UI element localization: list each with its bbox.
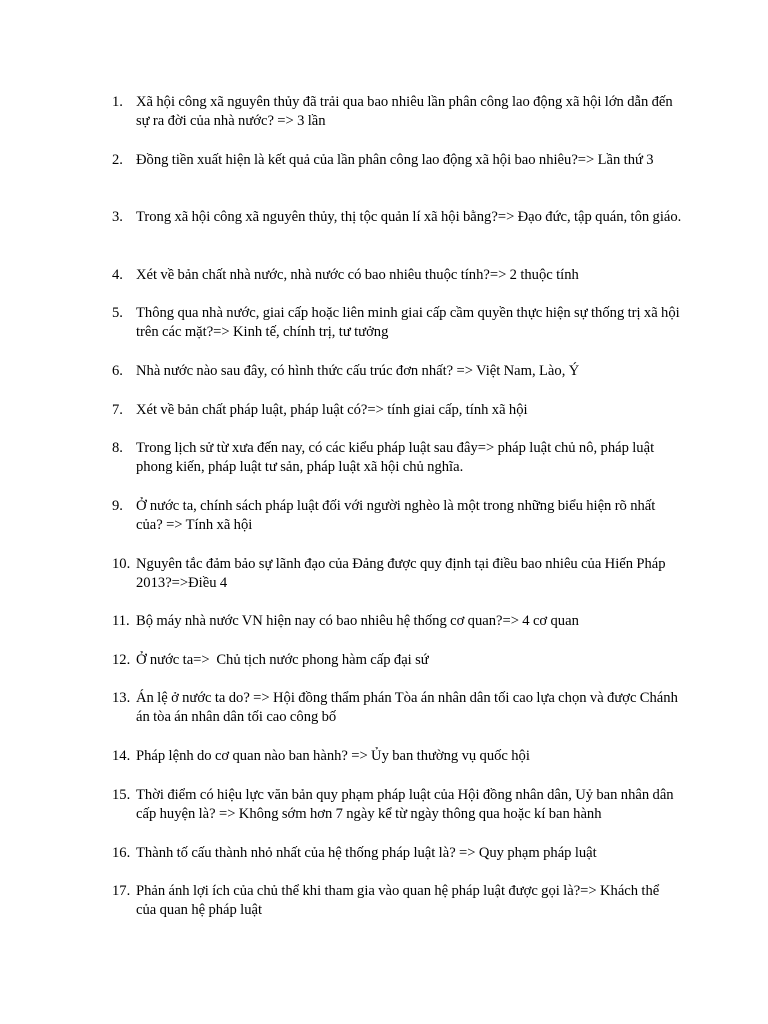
item-text: Xã hội công xã nguyên thủy đã trải qua bao nhiêu lần phân công lao động xã hội lớn dẫn đến sự ra đời của nhà nước? => 3 lần [136,94,673,130]
item-number: 10. [112,556,131,572]
list-item [112,844,682,863]
item-number: 8. [112,440,123,456]
list-item [112,93,682,132]
list-item [112,304,682,343]
item-text: Ở nước ta, chính sách pháp luật đối với người nghèo là một trong những biểu hiện rõ nhất của? => Tính xã hội [136,498,656,534]
list-item [112,401,682,420]
list-item [112,555,682,594]
item-number: 1. [112,94,123,110]
item-number: 15. [112,787,131,803]
list-item [112,651,682,670]
item-number: 3. [112,209,123,225]
list-item [112,747,682,766]
list-item [112,266,682,285]
item-text: Nguyên tắc đảm bảo sự lãnh đạo của Đảng được quy định tại điều bao nhiêu của Hiến Pháp 2013?=>Điều 4 [136,556,666,592]
list-item [112,612,682,631]
item-text: Pháp lệnh do cơ quan nào ban hành? => Ủy ban thường vụ quốc hội [136,748,530,764]
item-number: 6. [112,363,123,379]
item-text: Trong xã hội công xã nguyên thủy, thị tộc quản lí xã hội bằng?=> Đạo đức, tập quán, tôn giáo. [136,209,682,225]
item-number: 2. [112,152,123,168]
list-item [112,689,682,728]
item-text: Đồng tiền xuất hiện là kết quả của lần phân công lao động xã hội bao nhiêu?=> Lần thứ 3 [136,152,654,168]
item-number: 13. [112,690,131,706]
item-number: 4. [112,267,123,283]
item-text: Xét về bản chất nhà nước, nhà nước có bao nhiêu thuộc tính?=> 2 thuộc tính [136,267,579,283]
item-text: Thành tố cấu thành nhỏ nhất của hệ thống pháp luật là? => Quy phạm pháp luật [136,845,597,861]
list-item [112,882,682,921]
item-number: 5. [112,305,123,321]
list-item [112,151,682,170]
item-number: 14. [112,748,131,764]
item-text: Trong lịch sử từ xưa đến nay, có các kiểu pháp luật sau đây=> pháp luật chủ nô, pháp luật phong kiến, pháp luật tư sản, pháp luật xã hội chủ nghĩa. [136,440,655,476]
item-text: Bộ máy nhà nước VN hiện nay có bao nhiêu hệ thống cơ quan?=> 4 cơ quan [136,613,579,629]
item-number: 16. [112,845,131,861]
list-item [112,208,682,227]
item-number: 11. [112,613,130,629]
item-text: Xét về bản chất pháp luật, pháp luật có?=> tính giai cấp, tính xã hội [136,402,528,418]
item-number: 12. [112,652,131,668]
item-text: Phản ánh lợi ích của chủ thể khi tham gia vào quan hệ pháp luật được gọi là?=> Khách thể của quan hệ pháp luật [136,883,660,919]
list-item [112,497,682,536]
item-number: 7. [112,402,123,418]
item-text: Án lệ ở nước ta do? => Hội đồng thẩm phán Tòa án nhân dân tối cao lựa chọn và được Chánh án tòa án nhân dân tối cao công bố [136,690,678,726]
item-text: Thời điểm có hiệu lực văn bản quy phạm pháp luật của Hội đồng nhân dân, Uỷ ban nhân dân cấp huyện là? => Không sớm hơn 7 ngày kể từ ngày thông qua hoặc kí ban hành [136,787,674,823]
item-number: 17. [112,883,131,899]
item-number: 9. [112,498,123,514]
item-text: Ở nước ta=> Chủ tịch nước phong hàm cấp đại sứ [136,652,429,668]
item-text: Thông qua nhà nước, giai cấp hoặc liên minh giai cấp cầm quyền thực hiện sự thống trị xã hội trên các mặt?=> Kinh tế, chính trị, tư tưởng [136,305,680,341]
list-item [112,786,682,825]
list-item [112,439,682,478]
list-item [112,362,682,381]
item-text: Nhà nước nào sau đây, có hình thức cấu trúc đơn nhất? => Việt Nam, Lào, Ý [136,363,580,379]
